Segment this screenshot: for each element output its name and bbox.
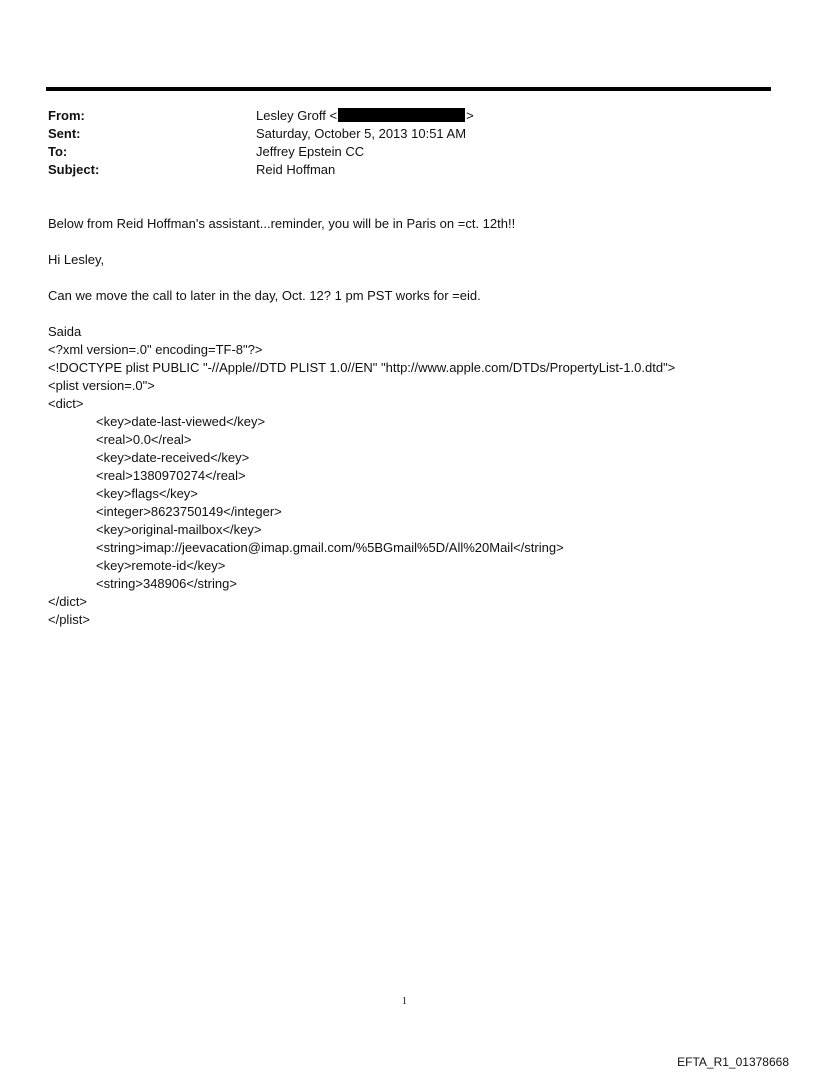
subject-value: Reid Hoffman [256,162,336,177]
xml-line: <key>date-received</key> [96,450,250,465]
to-label: To: [48,144,68,159]
sent-label: Sent: [48,126,81,141]
xml-line: <real>1380970274</real> [96,468,246,483]
xml-line: <key>remote-id</key> [96,558,226,573]
xml-line: <key>date-last-viewed</key> [96,414,266,429]
request-line: Can we move the call to later in the day, Oct. 12? 1 pm PST works for =eid. [48,288,481,303]
xml-line: <!DOCTYPE plist PUBLIC "-//Apple//DTD PLIST 1.0//EN" "http://www.apple.com/DTDs/PropertyList-1.0.dtd"> [48,360,676,375]
intro-line: Below from Reid Hoffman's assistant...reminder, you will be in Paris on =ct. 12th!! [48,216,516,231]
to-value: Jeffrey Epstein CC [256,144,365,159]
from-row [48,107,474,125]
xml-line: </plist> [48,612,90,627]
xml-line: <dict> [48,396,84,411]
xml-line: <key>flags</key> [96,486,198,501]
xml-line: <key>original-mailbox</key> [96,522,262,537]
subject-row [48,161,474,179]
from-name: Lesley Groff < [256,108,338,123]
signature-line: Saida [48,324,82,339]
xml-line: <integer>8623750149</integer> [96,504,282,519]
subject-label: Subject: [48,162,100,177]
from-label: From: [48,108,85,123]
to-row [48,143,474,161]
xml-line: <plist version=.0"> [48,378,155,393]
bates-number: EFTA_R1_01378668 [677,1055,789,1069]
redaction-block [338,108,465,122]
xml-line: <string>348906</string> [96,576,237,591]
page-number: 1 [402,996,407,1007]
from-value [256,107,474,125]
email-body [48,215,778,629]
sent-value: Saturday, October 5, 2013 10:51 AM [256,126,467,141]
header-divider [46,87,771,91]
sent-row [48,125,474,143]
xml-line: <real>0.0</real> [96,432,192,447]
xml-line: <string>imap://jeevacation@imap.gmail.com/%5BGmail%5D/All%20Mail</string> [96,540,564,555]
from-close: > [466,108,474,123]
xml-line: <?xml version=.0" encoding=TF-8"?> [48,342,263,357]
xml-line: </dict> [48,594,88,609]
greeting-line: Hi Lesley, [48,252,105,267]
email-header [48,107,474,179]
